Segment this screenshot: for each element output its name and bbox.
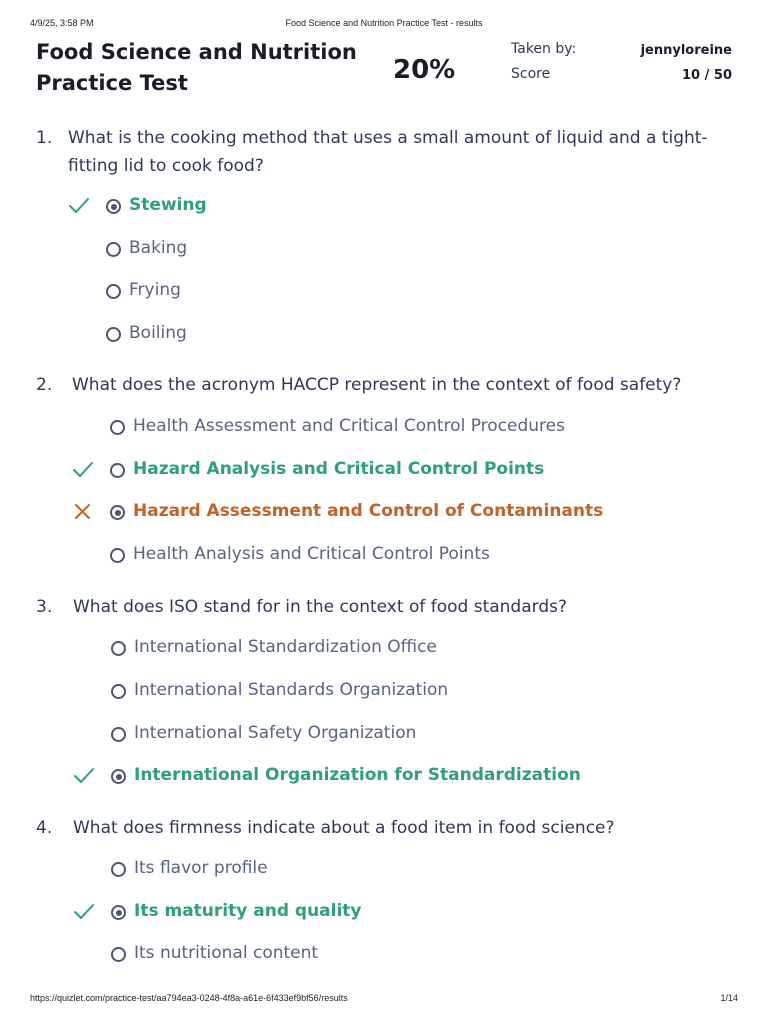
- answer-option[interactable]: [0, 542, 768, 568]
- answer-option-label: International Organization for Standardization: [134, 765, 581, 785]
- answer-option[interactable]: [0, 678, 768, 704]
- radio-icon[interactable]: [111, 684, 126, 699]
- print-datetime: 4/9/25, 3:58 PM: [30, 18, 94, 28]
- radio-icon[interactable]: [110, 420, 125, 435]
- question-text-line: What does ISO stand for in the context of food standards?: [73, 597, 567, 617]
- answer-option-label: Hazard Analysis and Critical Control Points: [133, 459, 545, 479]
- radio-icon[interactable]: [110, 463, 125, 478]
- question-text: [72, 371, 681, 399]
- check-icon: [72, 459, 94, 481]
- radio-icon[interactable]: [110, 548, 125, 563]
- answer-option[interactable]: [0, 856, 768, 882]
- radio-icon[interactable]: [111, 862, 126, 877]
- question-text: [68, 124, 708, 180]
- print-url: https://quizlet.com/practice-test/aa794ea3-0248-4f8a-a61e-6f433ef9bf56/results: [30, 993, 348, 1003]
- answer-option-label: International Standards Organization: [134, 680, 449, 700]
- score-label: Score: [511, 66, 551, 82]
- answer-option-label: Stewing: [129, 195, 207, 215]
- answer-option[interactable]: [0, 763, 768, 789]
- page-title-line-1: Food Science and Nutrition: [36, 40, 357, 64]
- answer-option[interactable]: [0, 635, 768, 661]
- answer-option-label: Boiling: [129, 323, 187, 343]
- radio-icon[interactable]: [111, 641, 126, 656]
- answer-option-label: Its nutritional content: [134, 943, 319, 963]
- answer-option[interactable]: [0, 499, 768, 525]
- answer-option-label: Hazard Assessment and Control of Contaminants: [133, 501, 604, 521]
- radio-icon[interactable]: [111, 947, 126, 962]
- answer-option-label: Its flavor profile: [134, 858, 268, 878]
- radio-selected-icon[interactable]: [111, 905, 126, 920]
- answer-option[interactable]: [0, 321, 768, 347]
- score-percent: 20%: [393, 55, 456, 85]
- check-icon: [73, 765, 95, 787]
- radio-icon[interactable]: [111, 727, 126, 742]
- question-text: [73, 814, 615, 842]
- question-text: [73, 593, 567, 621]
- answer-option-label: Its maturity and quality: [134, 901, 362, 921]
- question-number: 3.: [36, 597, 53, 617]
- question-text-line: What does the acronym HACCP represent in the context of food safety?: [72, 375, 682, 395]
- answer-option-label: International Safety Organization: [134, 723, 417, 743]
- taken-by-label: Taken by:: [511, 41, 577, 57]
- answer-option[interactable]: [0, 414, 768, 440]
- answer-option-label: Health Analysis and Critical Control Points: [133, 544, 490, 564]
- page-title-line-2: Practice Test: [36, 71, 188, 95]
- answer-option-label: Frying: [129, 280, 181, 300]
- answer-option[interactable]: [0, 236, 768, 262]
- answer-option[interactable]: [0, 193, 768, 219]
- answer-option-label: Baking: [129, 238, 188, 258]
- check-icon: [68, 195, 90, 217]
- question-text-line: What does firmness indicate about a food item in food science?: [73, 818, 615, 838]
- answer-option-label: Health Assessment and Critical Control Procedures: [133, 416, 565, 436]
- radio-icon[interactable]: [106, 284, 121, 299]
- radio-selected-icon[interactable]: [110, 505, 125, 520]
- answer-option[interactable]: [0, 721, 768, 747]
- check-icon: [73, 901, 95, 923]
- question-text-line: fitting lid to cook food?: [68, 156, 264, 176]
- answer-option[interactable]: [0, 941, 768, 967]
- question-number: 2.: [36, 375, 53, 395]
- taken-by-value: jennyloreine: [640, 43, 732, 58]
- answer-option-label: International Standardization Office: [134, 637, 437, 657]
- score-value: 10 / 50: [682, 68, 732, 83]
- question-number: 4.: [36, 818, 53, 838]
- answer-option[interactable]: [0, 457, 768, 483]
- print-page-title: Food Science and Nutrition Practice Test - results: [285, 18, 483, 28]
- answer-option[interactable]: [0, 278, 768, 304]
- print-page-number: 1/14: [720, 993, 738, 1003]
- question-number: 1.: [36, 128, 53, 148]
- radio-icon[interactable]: [106, 242, 121, 257]
- radio-icon[interactable]: [106, 327, 121, 342]
- answer-option[interactable]: [0, 899, 768, 925]
- question-text-line: What is the cooking method that uses a small amount of liquid and a tight-: [68, 128, 708, 148]
- x-icon: [72, 501, 94, 523]
- page-title: [36, 37, 366, 99]
- radio-selected-icon[interactable]: [106, 199, 121, 214]
- radio-selected-icon[interactable]: [111, 769, 126, 784]
